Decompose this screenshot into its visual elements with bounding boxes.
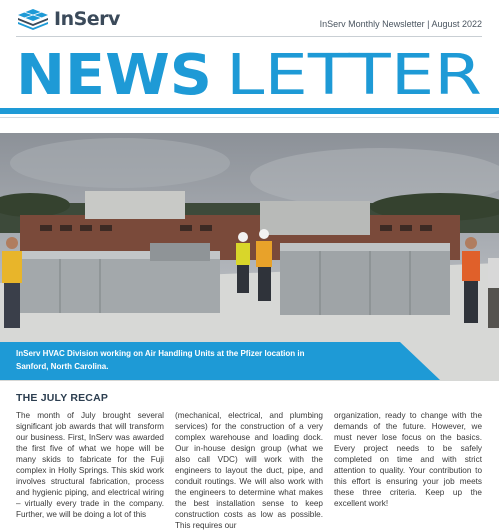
masthead-bold: NEWS [16, 44, 212, 104]
header-divider [16, 36, 482, 37]
article-column-1: The month of July brought several significant job awards that will transform our business. First, InServ was awarded the first five of what we hope will be many skids to fabricate for the Fuji complex in Holly Springs. This skid work involves structural fabrication, process and hygienic piping, and electrical wiring – virtually every trade in the company. Further, we will be doing a lot of this [16, 411, 164, 519]
brand-name: InServ [54, 8, 120, 30]
newsletter-masthead [16, 44, 482, 104]
inserv-logo [16, 6, 120, 32]
logo-layers-icon [16, 6, 50, 32]
photo-caption: InServ HVAC Division working on Air Handling Units at the Pfizer location in Sanford, North Carolina. [16, 349, 305, 371]
article-column-2: (mechanical, electrical, and plumbing services) for the construction of a very complex warehouse and loading dock. Our in-house design group (what we also call VDC) will work with the engineers to layout the duct, pipe, and conduit routings. We will also work with the engineers to determine what makes the best installation sense to keep construction costs as low as possible. This requires our [175, 411, 323, 530]
accent-bar [0, 108, 499, 114]
issue-label: InServ Monthly Newsletter | August 2022 [319, 19, 482, 29]
article-title: THE JULY RECAP [16, 392, 109, 404]
rooftop-photo [0, 133, 499, 381]
photo-caption-band [0, 342, 440, 380]
masthead-light: LETTER [226, 44, 482, 104]
header [16, 6, 482, 38]
article-column-3: organization, ready to change with the demands of the future. However, we must never lose focus on the basics. Every project needs to be safely completed on time and with strict attention to quality. Your contribution to this effort is ensuring your job meets these three criteria. Keep up the excellent work! [334, 411, 482, 508]
thin-divider [0, 117, 499, 118]
